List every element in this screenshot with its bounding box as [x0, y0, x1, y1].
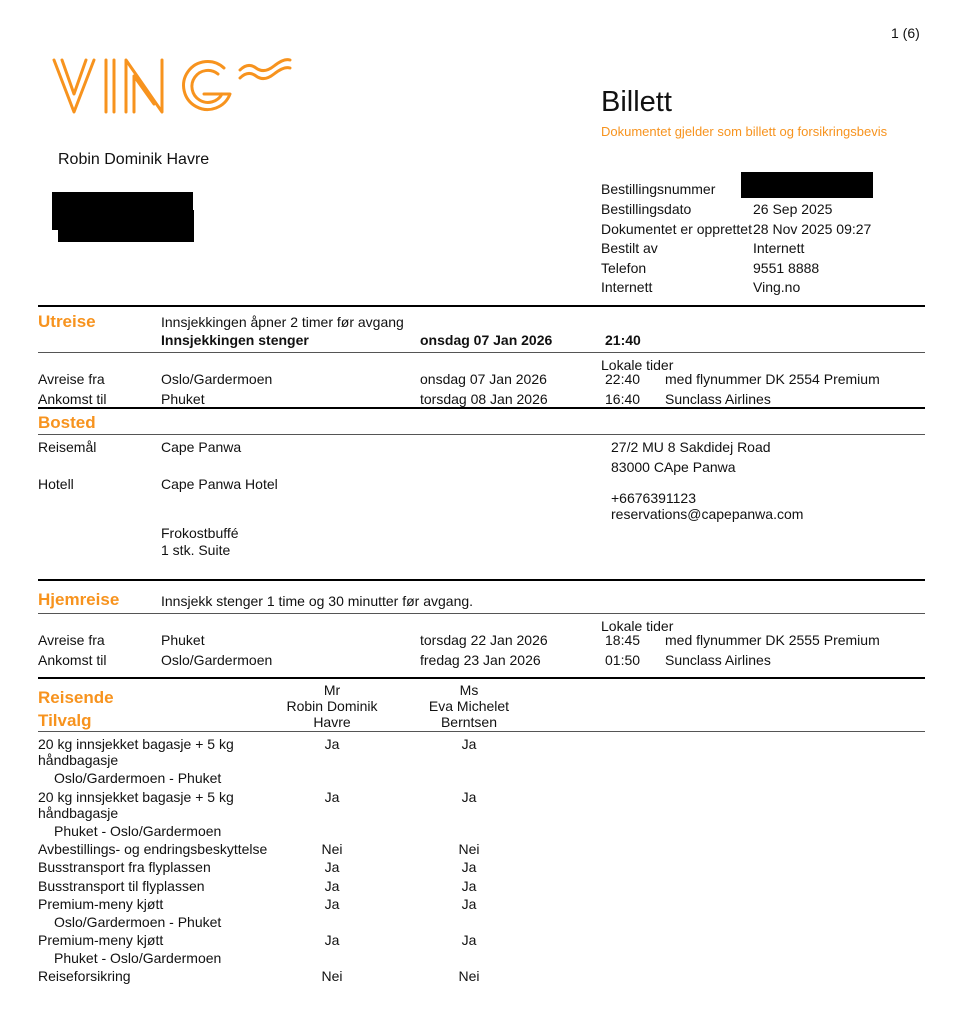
departure-date: torsdag 22 Jan 2026: [420, 632, 548, 648]
travellers-heading: Reisende: [38, 688, 114, 707]
row-divider: [38, 731, 925, 732]
traveller-1-title: Mr: [323, 682, 341, 698]
addon-value-traveller-2: Ja: [461, 789, 477, 805]
hotel-name: Cape Panwa Hotel: [161, 476, 278, 492]
arrival-time: 16:40: [605, 391, 641, 407]
booking-label: Dokumentet er opprettet: [601, 221, 752, 237]
arrival-place: Phuket: [161, 391, 205, 407]
addon-route: Phuket - Oslo/Gardermoen: [54, 950, 222, 966]
traveller-2-first: Eva Michelet: [428, 698, 510, 714]
booking-value: 9551 8888: [753, 260, 820, 276]
row-divider: [38, 613, 925, 614]
addon-name: Busstransport til flyplassen: [38, 878, 205, 894]
return-heading: Hjemreise: [38, 590, 120, 609]
redacted-booking-number: [741, 172, 873, 198]
destination: Cape Panwa: [161, 439, 242, 455]
departure-flight: med flynummer DK 2555 Premium: [665, 632, 880, 648]
airline: Sunclass Airlines: [665, 652, 771, 668]
departure-time: 22:40: [605, 371, 641, 387]
addon-value-traveller-2: Ja: [461, 878, 477, 894]
departure-label: Avreise fra: [38, 632, 105, 648]
booking-label: Telefon: [601, 260, 647, 276]
local-times-label: Lokale tider: [601, 618, 674, 634]
booking-value: 26 Sep 2025: [753, 201, 833, 217]
checkin-closes-time: 21:40: [605, 332, 641, 348]
addon-value-traveller-1: Ja: [324, 859, 340, 875]
addon-value-traveller-2: Ja: [461, 932, 477, 948]
addon-value-traveller-1: Nei: [321, 841, 343, 857]
section-divider: [38, 677, 925, 679]
arrival-time: 01:50: [605, 652, 641, 668]
redacted-address-2: [58, 210, 194, 242]
addon-route: Phuket - Oslo/Gardermoen: [54, 823, 222, 839]
addon-value-traveller-1: Ja: [324, 932, 340, 948]
addon-name-cont: håndbagasje: [38, 752, 119, 768]
arrival-date: fredag 23 Jan 2026: [420, 652, 541, 668]
addon-value-traveller-2: Ja: [461, 859, 477, 875]
traveller-1-first: Robin Dominik: [286, 698, 378, 714]
addon-value-traveller-2: Ja: [461, 736, 477, 752]
arrival-place: Oslo/Gardermoen: [161, 652, 273, 668]
addon-name: Premium-meny kjøtt: [38, 896, 164, 912]
addon-value-traveller-1: Ja: [324, 736, 340, 752]
addon-name: 20 kg innsjekket bagasje + 5 kg: [38, 736, 234, 752]
section-divider: [38, 305, 925, 307]
accommodation-heading: Bosted: [38, 413, 96, 432]
hotel-email: reservations@capepanwa.com: [611, 506, 804, 522]
booking-value: Ving.no: [753, 279, 801, 295]
booking-label: Bestillingsnummer: [601, 181, 716, 197]
booking-value: Internett: [753, 240, 805, 256]
local-times-label: Lokale tider: [601, 357, 674, 373]
row-divider: [38, 434, 925, 435]
hotel-address-1: 27/2 MU 8 Sakdidej Road: [611, 439, 771, 455]
customer-name: Robin Dominik Havre: [58, 151, 210, 168]
traveller-2-last: Berntsen: [440, 714, 498, 730]
section-divider: [38, 579, 925, 581]
destination-label: Reisemål: [38, 439, 97, 455]
departure-date: onsdag 07 Jan 2026: [420, 371, 547, 387]
departure-flight: med flynummer DK 2554 Premium: [665, 371, 880, 387]
addon-route: Oslo/Gardermoen - Phuket: [54, 770, 222, 786]
board-type: Frokostbuffé: [161, 525, 239, 541]
arrival-label: Ankomst til: [38, 652, 107, 668]
booking-label: Internett: [601, 279, 653, 295]
hotel-phone: +6676391123: [611, 490, 696, 506]
booking-value: 28 Nov 2025 09:27: [753, 221, 872, 237]
booking-label: Bestillingsdato: [601, 201, 692, 217]
document-subtitle: Dokumentet gjelder som billett og forsikringsbevis: [601, 124, 888, 139]
departure-place: Phuket: [161, 632, 205, 648]
addon-value-traveller-2: Nei: [458, 841, 480, 857]
addon-name: Premium-meny kjøtt: [38, 932, 164, 948]
traveller-1-last: Havre: [313, 714, 351, 730]
addon-route: Oslo/Gardermoen - Phuket: [54, 914, 222, 930]
document-title: Billett: [601, 86, 672, 118]
airline: Sunclass Airlines: [665, 391, 771, 407]
room-type: 1 stk. Suite: [161, 542, 231, 558]
hotel-address-2: 83000 CApe Panwa: [611, 459, 736, 475]
addon-value-traveller-1: Ja: [324, 789, 340, 805]
outbound-heading: Utreise: [38, 312, 96, 331]
addon-value-traveller-2: Nei: [458, 968, 480, 984]
addon-name: Avbestillings- og endringsbeskyttelse: [38, 841, 268, 857]
section-divider: [38, 407, 925, 409]
addon-value-traveller-1: Ja: [324, 896, 340, 912]
departure-label: Avreise fra: [38, 371, 105, 387]
page-number: 1 (6): [891, 25, 920, 41]
hotel-label: Hotell: [38, 476, 74, 492]
addon-name-cont: håndbagasje: [38, 805, 119, 821]
departure-time: 18:45: [605, 632, 641, 648]
addon-value-traveller-2: Ja: [461, 896, 477, 912]
addon-name: Reiseforsikring: [38, 968, 131, 984]
addon-name: Busstransport fra flyplassen: [38, 859, 211, 875]
addon-value-traveller-1: Ja: [324, 878, 340, 894]
ving-logo-graphic: [52, 56, 297, 116]
booking-label: Bestilt av: [601, 240, 658, 256]
checkin-closes-date: onsdag 07 Jan 2026: [420, 332, 553, 348]
departure-place: Oslo/Gardermoen: [161, 371, 273, 387]
checkin-closes-label: Innsjekkingen stenger: [161, 332, 309, 348]
return-checkin-note: Innsjekk stenger 1 time og 30 minutter før avgang.: [161, 593, 474, 609]
ving-logo: [52, 56, 297, 119]
row-divider: [38, 352, 925, 353]
addons-heading: Tilvalg: [38, 711, 92, 730]
checkin-opens: Innsjekkingen åpner 2 timer før avgang: [161, 314, 404, 330]
addon-name: 20 kg innsjekket bagasje + 5 kg: [38, 789, 234, 805]
addon-value-traveller-1: Nei: [321, 968, 343, 984]
arrival-date: torsdag 08 Jan 2026: [420, 391, 548, 407]
arrival-label: Ankomst til: [38, 391, 107, 407]
traveller-2-title: Ms: [459, 682, 479, 698]
